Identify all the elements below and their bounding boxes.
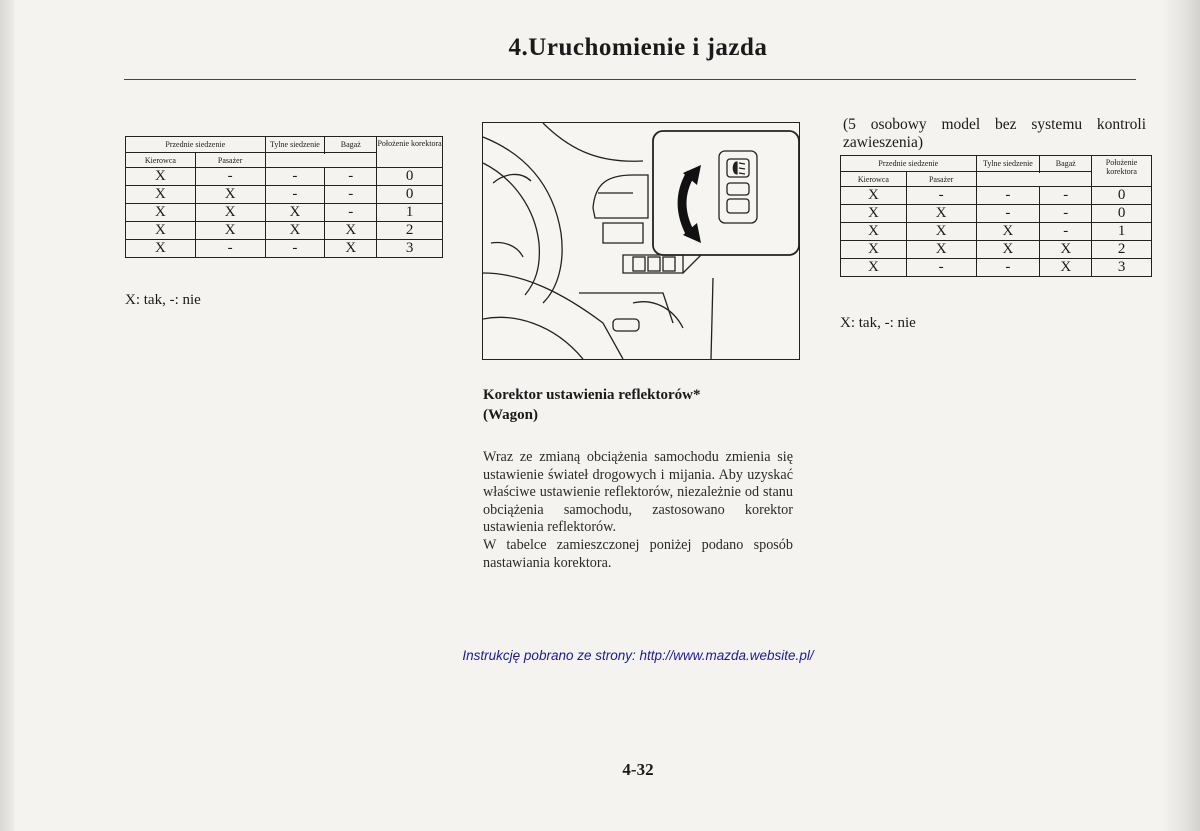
table-cell: -	[906, 187, 976, 205]
header-driver: Kierowca	[841, 172, 907, 187]
table-cell: X	[195, 186, 265, 204]
table-cell: X	[265, 222, 325, 240]
table-cell: X	[265, 204, 325, 222]
table-cell: X	[325, 240, 377, 258]
table-cell: 3	[377, 240, 443, 258]
table-cell: -	[265, 168, 325, 186]
table-row	[126, 222, 443, 240]
section-heading	[483, 385, 803, 425]
table-cell: -	[976, 259, 1040, 277]
table-cell: X	[126, 204, 196, 222]
table-cell: 2	[1092, 241, 1152, 259]
table-cell: 0	[1092, 205, 1152, 223]
source-link[interactable]: Instrukcję pobrano ze strony: http://www.mazda.website.pl/	[462, 648, 814, 663]
table-row	[841, 187, 1152, 205]
header-passenger: Pasażer	[195, 153, 265, 168]
table-cell: -	[325, 204, 377, 222]
page-number: 4-32	[622, 760, 654, 779]
table-cell: -	[265, 240, 325, 258]
table-cell: X	[841, 223, 907, 241]
table-row	[126, 168, 443, 186]
headlight-leveler-illustration	[482, 122, 800, 360]
table-cell: -	[1040, 187, 1092, 205]
table-cell: 2	[377, 222, 443, 240]
body-paragraph: W tabelce zamieszczonej poniżej podano sposób nastawiania korektora.	[483, 536, 793, 571]
table-cell: X	[195, 222, 265, 240]
table-row	[841, 241, 1152, 259]
section-heading-line2: (Wagon)	[483, 407, 539, 423]
header-front-seat: Przednie siedzenie	[126, 137, 266, 153]
table-cell: -	[1040, 205, 1092, 223]
table-cell: X	[906, 241, 976, 259]
book-spine-left	[0, 0, 14, 831]
table-cell: X	[126, 168, 196, 186]
table-legend-left: X: tak, -: nie	[125, 292, 201, 308]
model-note	[843, 116, 1146, 152]
table-row	[841, 223, 1152, 241]
header-corrector-position: Położenie korektora	[377, 137, 443, 168]
table-cell: X	[906, 223, 976, 241]
table-cell: -	[976, 205, 1040, 223]
table-cell: 3	[1092, 259, 1152, 277]
section-heading-line1: Korektor ustawienia reflektorów*	[483, 387, 701, 403]
table-cell: 0	[377, 186, 443, 204]
table-cell: 1	[377, 204, 443, 222]
header-driver: Kierowca	[126, 153, 196, 168]
page-title: 4.Uruchomienie i jazda	[508, 34, 768, 61]
table-cell: 1	[1092, 223, 1152, 241]
header-spacer	[265, 153, 377, 168]
table-row	[126, 204, 443, 222]
table-cell: X	[841, 241, 907, 259]
table-cell: X	[841, 205, 907, 223]
load-table-right	[840, 155, 1152, 277]
page-edge-right	[1162, 0, 1200, 831]
table-cell: X	[841, 259, 907, 277]
table-cell: X	[126, 186, 196, 204]
table-cell: 0	[1092, 187, 1152, 205]
table-cell: X	[906, 205, 976, 223]
table-cell: 0	[377, 168, 443, 186]
header-rear-seat: Tylne siedzenie	[976, 156, 1040, 172]
title-rule	[124, 79, 1136, 80]
table-row	[126, 240, 443, 258]
header-corrector-position: Położenie korektora	[1092, 156, 1152, 187]
table-cell: X	[126, 222, 196, 240]
table-cell: -	[265, 186, 325, 204]
table-cell: X	[195, 204, 265, 222]
table-cell: X	[841, 187, 907, 205]
table-cell: -	[325, 186, 377, 204]
table-row	[126, 186, 443, 204]
table-cell: X	[976, 241, 1040, 259]
table-cell: -	[325, 168, 377, 186]
header-rear-seat: Tylne siedzenie	[265, 137, 325, 153]
model-note-line1: (5 osobowy model bez systemu kontroli	[843, 116, 1146, 133]
table-cell: -	[976, 187, 1040, 205]
header-front-seat: Przednie siedzenie	[841, 156, 977, 172]
body-text	[483, 449, 793, 572]
load-table-left	[125, 136, 443, 258]
table-cell: X	[325, 222, 377, 240]
table-row	[841, 205, 1152, 223]
table-cell: X	[126, 240, 196, 258]
table-cell: -	[195, 168, 265, 186]
header-luggage: Bagaż	[1040, 156, 1092, 172]
table-legend-right: X: tak, -: nie	[840, 315, 916, 331]
table-row	[841, 259, 1152, 277]
table-cell: X	[1040, 241, 1092, 259]
table-cell: -	[195, 240, 265, 258]
body-paragraph: Wraz ze zmianą obciążenia samochodu zmienia się ustawienie świateł drogowych i mijania. Aby uzyskać właściwe ustawienie reflektorów, niezależnie od stanu obciążenia samochodu, zastosowano korektor ustawienia reflektorów.	[483, 449, 793, 536]
table-cell: -	[906, 259, 976, 277]
header-spacer	[976, 172, 1092, 187]
table-cell: X	[976, 223, 1040, 241]
model-note-line2: zawieszenia)	[843, 134, 924, 151]
table-cell: -	[1040, 223, 1092, 241]
dashboard-drawing	[483, 123, 799, 359]
table-cell: X	[1040, 259, 1092, 277]
header-passenger: Pasażer	[906, 172, 976, 187]
header-luggage: Bagaż	[325, 137, 377, 153]
